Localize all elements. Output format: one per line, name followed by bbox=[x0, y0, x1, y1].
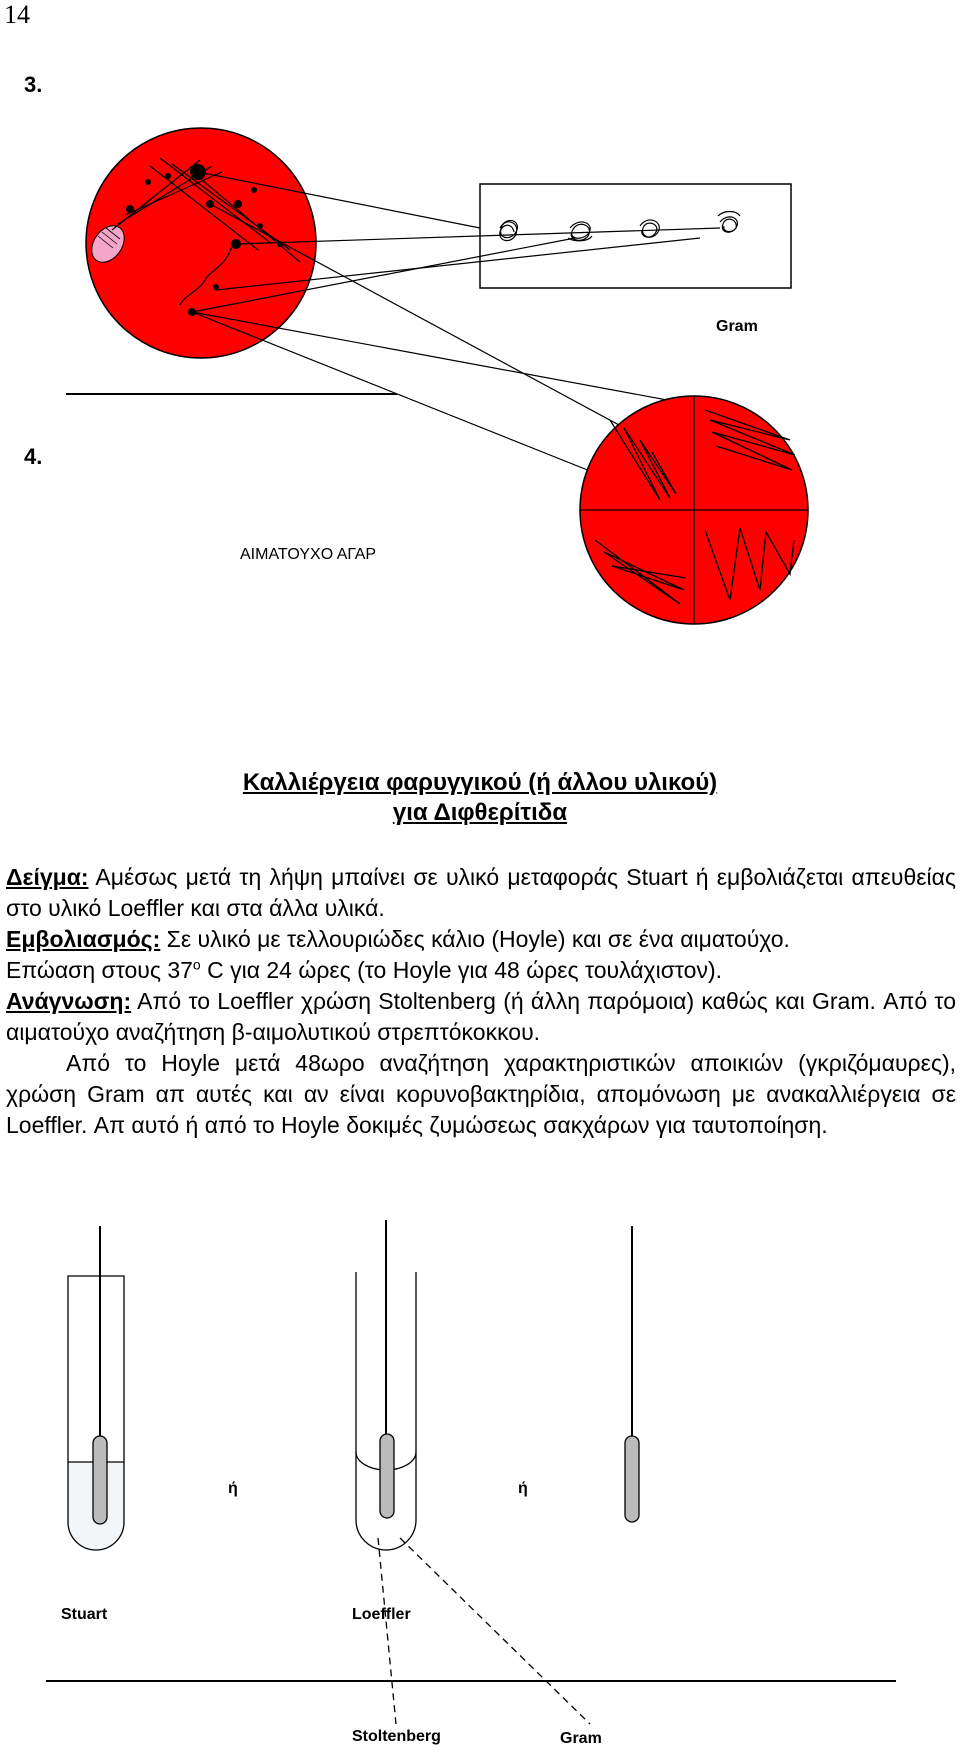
incubation-text-pre: Επώαση στους 37 bbox=[6, 957, 193, 983]
inoculation-text: Σε υλικό με τελλουριώδες κάλιο (Hoyle) και σε ένα αιματούχο. bbox=[160, 926, 790, 952]
page-number: 14 bbox=[4, 0, 30, 29]
sample-paragraph bbox=[6, 862, 956, 924]
incubation-paragraph bbox=[6, 955, 956, 986]
gram-stain-label: Gram bbox=[560, 1730, 602, 1747]
body-text bbox=[6, 862, 956, 1141]
stuart-label: Stuart bbox=[61, 1606, 108, 1623]
sample-text: Αμέσως μετά τη λήψη μπαίνει σε υλικό μεταφοράς Stuart ή εμβολιάζεται απευθείας στο υλικό Loeffler και στα άλλα υλικά. bbox=[6, 864, 956, 921]
stuart-tube bbox=[68, 1226, 124, 1550]
loeffler-label: Loeffler bbox=[352, 1606, 411, 1623]
inoculation-paragraph bbox=[6, 924, 956, 955]
gram-slide-label: Gram bbox=[716, 318, 758, 335]
or-label-2: ή bbox=[518, 1480, 528, 1497]
reading-paragraph bbox=[6, 986, 956, 1048]
blood-agar-label: ΑΙΜΑΤΟΥΧΟ ΑΓΑΡ bbox=[240, 546, 377, 563]
title-line-2: για Διφθερίτιδα bbox=[392, 799, 568, 826]
stoltenberg-label: Stoltenberg bbox=[352, 1728, 441, 1745]
reading-text: Από το Loeffler χρώση Stoltenberg (ή άλλη παρόμοια) καθώς και Gram. Από το αιματούχο αναζήτηση β-αιμολυτικού στρεπτόκοκκου. bbox=[6, 988, 956, 1045]
step-number-4: 4. bbox=[24, 444, 43, 469]
dashed-leaders bbox=[378, 1538, 590, 1724]
reading-heading: Ανάγνωση: bbox=[6, 988, 132, 1014]
degree-superscript: ο bbox=[192, 956, 201, 973]
step-number-3: 3. bbox=[24, 72, 43, 97]
bare-swab bbox=[625, 1226, 639, 1522]
incubation-text-post: C για 24 ώρες (το Hoyle για 48 ώρες τουλάχιστον). bbox=[200, 957, 723, 983]
gram-slide bbox=[480, 184, 791, 288]
sample-heading: Δείγμα: bbox=[6, 864, 89, 890]
hoyle-paragraph: Από το Hoyle μετά 48ωρο αναζήτηση χαρακτηριστικών αποικιών (γκριζόμαυρες), χρώση Gram απ αυτές και αν είναι κορυνοβακτηρίδια, απομόνωση με ανακαλλιέργεια σε Loeffler. Απ αυτό ή από το Hoyle δοκιμές ζυμώσεως σακχάρων για ταυτοποίηση. bbox=[6, 1050, 956, 1138]
inoculation-heading: Εμβολιασμός: bbox=[6, 926, 161, 952]
or-label-1: ή bbox=[228, 1480, 238, 1497]
section-title bbox=[0, 768, 960, 828]
title-line-1: Καλλιέργεια φαρυγγικού (ή άλλου υλικού) bbox=[242, 769, 718, 796]
loeffler-tube bbox=[356, 1220, 416, 1550]
